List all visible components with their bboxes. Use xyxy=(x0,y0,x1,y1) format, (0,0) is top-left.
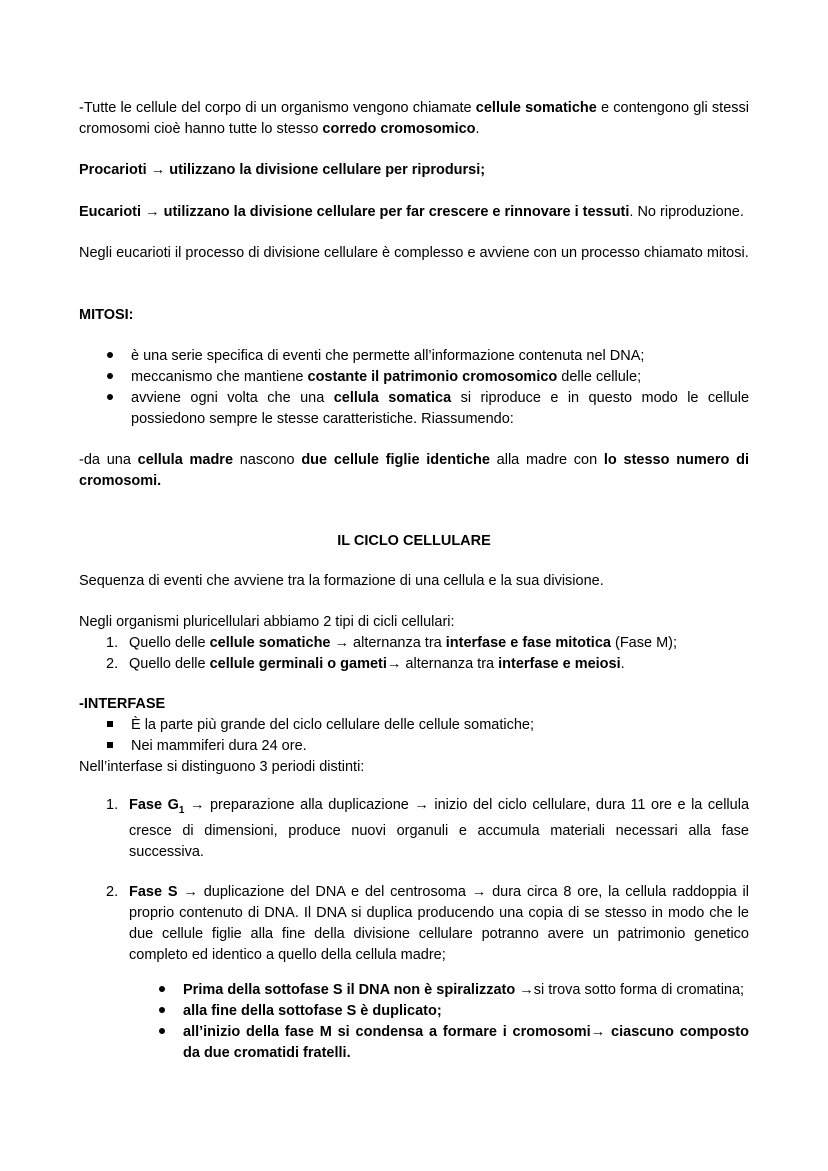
list-item-text: delle cellule; xyxy=(557,369,642,385)
bullet-icon xyxy=(159,1028,165,1034)
list-item xyxy=(79,654,749,675)
list-number: 2. xyxy=(106,883,119,900)
intro-bold-term: corredo cromosomico xyxy=(322,121,476,137)
fase-s-label: Fase S xyxy=(129,883,178,900)
list-number: 1. xyxy=(106,635,119,651)
list-item-text: → alternanza tra xyxy=(330,635,446,651)
list-item-bold: costante il patrimonio cromosomico xyxy=(307,369,558,385)
list-item xyxy=(79,715,749,736)
list-item xyxy=(79,736,749,757)
bullet-icon xyxy=(159,986,165,992)
eucarioti-term: Eucarioti xyxy=(79,204,146,220)
list-item-text: →si trova sotto forma di cromatina; xyxy=(515,982,745,998)
tipi-intro: Negli organismi pluricellulari abbiamo 2 tipi di cicli cellulari: xyxy=(79,614,455,630)
list-item-text: è una serie specifica di eventi che permette all’informazione contenuta nel DNA; xyxy=(131,348,645,364)
intro-text: -Tutte le cellule del corpo di un organismo vengono chiamate xyxy=(79,100,476,116)
intro-text: . xyxy=(475,121,480,137)
mitosi-heading xyxy=(79,305,749,326)
summary-paragraph xyxy=(79,450,749,492)
list-item-bold: all’inizio della fase M si condensa a formare i cromosomi xyxy=(183,1024,591,1040)
intro-text: e contengono gli stessi cromosomi xyxy=(79,100,749,137)
list-item xyxy=(79,633,749,654)
ciclo-heading-text: IL CICLO CELLULARE xyxy=(337,533,491,549)
list-item-bold: Prima della sottofase S il DNA non è spiralizzato xyxy=(183,982,516,998)
square-bullet-icon xyxy=(107,742,113,748)
mitosi-list xyxy=(79,346,749,430)
summary-bold: due cellule figlie identiche xyxy=(301,452,490,468)
bullet-icon xyxy=(107,352,113,358)
list-item xyxy=(79,795,749,863)
intro-text: cioè hanno tutte lo stesso xyxy=(153,121,323,137)
list-item-text: Quello delle xyxy=(129,635,210,651)
arrow-icon: → xyxy=(150,162,166,178)
list-item-text: si riproduce e in questo modo le cellule possiedono sempre le stesse caratteristiche. Riassumendo: xyxy=(131,390,750,427)
list-item-bold: alla fine della sottofase S è duplicato; xyxy=(183,1003,442,1019)
list-item-bold: interfase e fase mitotica xyxy=(445,635,611,651)
procarioti-term: Procarioti xyxy=(79,162,151,178)
list-item-text: → alternanza tra xyxy=(386,656,499,672)
interfase-list xyxy=(79,715,749,757)
periodi-line: Nell’interfase si distinguono 3 periodi distinti: xyxy=(79,759,365,775)
list-number: 2. xyxy=(106,656,119,672)
list-item xyxy=(131,980,749,1001)
eucarioti-line xyxy=(79,202,749,223)
square-bullet-icon xyxy=(107,721,113,727)
list-item-text: → duplicazione del DNA e del centrosoma → dura circa 8 ore, la cellula raddoppia il proprio contenuto di DNA. Il DNA si duplica producendo una copia di se stesso in modo che le due cellule figlie alla fine della divisione cellulare potranno avere un patrimonio genetico completo ed identico a quello della cellula madre; xyxy=(129,883,749,963)
arrow-icon: → xyxy=(145,204,160,220)
list-item-bold: cellule somatiche xyxy=(209,635,331,651)
bullet-icon xyxy=(107,373,113,379)
list-item xyxy=(79,388,749,430)
sequenza-line: Sequenza di eventi che avviene tra la formazione di una cellula e la sua divisione. xyxy=(79,573,604,589)
intro-paragraph xyxy=(79,98,749,140)
list-item-text: . xyxy=(620,656,625,672)
fasi-list xyxy=(79,795,749,966)
list-item-bold: cellule germinali o gameti xyxy=(209,656,387,672)
fase-g1-label: Fase G xyxy=(129,797,179,813)
procarioti-text: utilizzano la divisione cellulare per riprodursi; xyxy=(165,162,486,178)
list-item-text: È la parte più grande del ciclo cellulare delle cellule somatiche; xyxy=(131,717,535,733)
list-item xyxy=(131,1001,749,1022)
eucarioti-note: . No riproduzione. xyxy=(629,204,744,220)
list-item-text: avviene ogni volta che una xyxy=(131,390,334,406)
summary-text: -da una xyxy=(79,452,138,468)
intro-bold-term: cellule somatiche xyxy=(475,100,597,116)
list-item-text: → preparazione alla duplicazione → inizio del ciclo cellulare, dura 11 ore e la cellula cresce di dimensioni, produce nuovi organuli e accumula materiali necessari alla fase successiva. xyxy=(129,797,750,860)
interfase-heading xyxy=(79,694,749,715)
sottofase-list xyxy=(131,980,749,1064)
mitosi-heading-text: MITOSI: xyxy=(79,307,134,323)
list-item xyxy=(79,882,749,966)
tipi-list xyxy=(79,633,749,675)
summary-bold: cellula madre xyxy=(137,452,234,468)
list-item-text: (Fase M); xyxy=(610,635,678,651)
summary-text: nascono xyxy=(233,452,302,468)
negli-paragraph: Negli eucarioti il processo di divisione cellulare è complesso e avviene con un processo chiamato mitosi. xyxy=(79,245,749,261)
ciclo-heading xyxy=(79,531,749,552)
bullet-icon xyxy=(107,394,113,400)
bullet-icon xyxy=(159,1007,165,1013)
list-number: 1. xyxy=(106,797,119,813)
list-item-text: Nei mammiferi dura 24 ore. xyxy=(131,738,307,754)
summary-bold: lo stesso numero di cromosomi. xyxy=(79,452,749,489)
list-item-text: Quello delle xyxy=(129,656,210,672)
list-item-bold: cellula somatica xyxy=(333,390,452,406)
summary-text: alla madre con xyxy=(489,452,604,468)
list-item-text: meccanismo che mantiene xyxy=(131,369,308,385)
list-item xyxy=(131,1022,749,1064)
list-item xyxy=(79,346,749,367)
procarioti-line xyxy=(79,160,749,181)
list-item xyxy=(79,367,749,388)
list-item-bold: → ciascuno composto da due cromatidi fratelli. xyxy=(183,1024,749,1061)
eucarioti-text: utilizzano la divisione cellulare per far crescere e rinnovare i tessuti xyxy=(159,204,630,220)
list-item-bold: interfase e meiosi xyxy=(498,656,621,672)
interfase-heading-text: -INTERFASE xyxy=(79,696,166,712)
fase-g1-subscript: 1 xyxy=(178,804,185,816)
